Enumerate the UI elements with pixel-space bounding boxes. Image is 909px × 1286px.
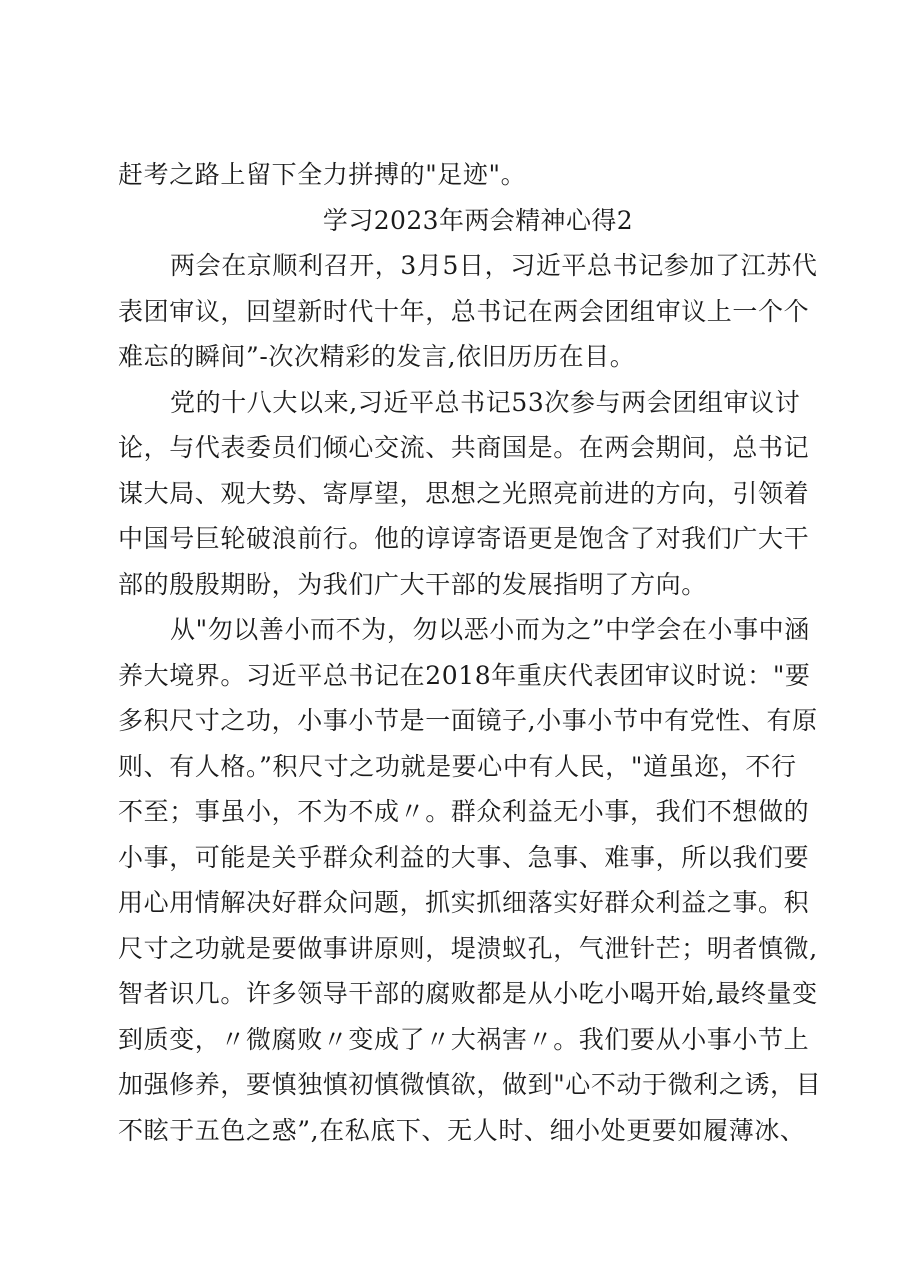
- paragraph-line: 党的十八大以来,习近平总书记53次参与两会团组审议讨: [170, 387, 801, 417]
- paragraph-line: 小事，可能是关乎群众利益的大事、急事、难事，所以我们要: [118, 842, 810, 872]
- paragraph-line: 中国号巨轮破浪前行。他的谆谆寄语更是饱含了对我们广大干: [118, 524, 810, 553]
- paragraph-line: 则、有人格。”积尺寸之功就是要心中有人民，"道虽迩，不行: [118, 751, 797, 781]
- opening-line: 赶考之路上留下全力拼搏的"足迹"。: [118, 160, 527, 189]
- paragraph-line: 不至；事虽小，不为不成〃。群众利益无小事，我们不想做的: [118, 797, 810, 826]
- paragraph-line: 智者识几。许多领导干部的腐败都是从小吃小喝开始,最终量变: [118, 979, 818, 1008]
- paragraph-line: 表团审议，回望新时代十年，总书记在两会团组审议上一个个: [118, 296, 810, 326]
- paragraph-line: 多积尺寸之功，小事小节是一面镜子,小事小节中有党性、有原: [118, 706, 818, 735]
- paragraph-line: 论，与代表委员们倾心交流、共商国是。在两会期间，总书记: [118, 433, 810, 462]
- paragraph-line: 到质变，〃微腐败〃变成了〃大祸害〃。我们要从小事小节上: [118, 1024, 810, 1054]
- paragraph-line: 难忘的瞬间”-次次精彩的发言,依旧历历在目。: [118, 342, 636, 371]
- paragraph-3: [118, 607, 822, 1153]
- paragraph-line: 用心用情解决好群众问题，抓实抓细落实好群众利益之事。积: [118, 888, 810, 917]
- paragraph-1: [118, 243, 818, 380]
- paragraph-line: 谋大局、观大势、寄厚望，思想之光照亮前进的方向，引领着: [118, 478, 810, 508]
- paragraph-line: 部的殷殷期盼，为我们广大干部的发展指明了方向。: [118, 569, 707, 599]
- paragraph-line: 不眩于五色之惑”,在私底下、无人时、细小处更要如履薄冰、: [118, 1115, 806, 1145]
- paragraph-line: 从"勿以善小而不为，勿以恶小而为之”中学会在小事中涵: [170, 615, 810, 644]
- section-title: 学习2023年两会精神心得2: [322, 205, 634, 235]
- paragraph-line: 加强修养，要慎独慎初慎微慎欲，做到"心不动于微利之诱，目: [118, 1070, 822, 1099]
- paragraph-line: 尺寸之功就是要做事讲原则，堤溃蚁孔，气泄针芒；明者慎微,: [118, 933, 818, 963]
- document-page: [118, 152, 822, 1153]
- paragraph-line: 养大境界。习近平总书记在2018年重庆代表团审议时说："要: [118, 660, 811, 690]
- paragraph-2: [118, 380, 810, 608]
- paragraph-line: 两会在京顺利召开，3月5日，习近平总书记参加了江苏代: [170, 251, 818, 280]
